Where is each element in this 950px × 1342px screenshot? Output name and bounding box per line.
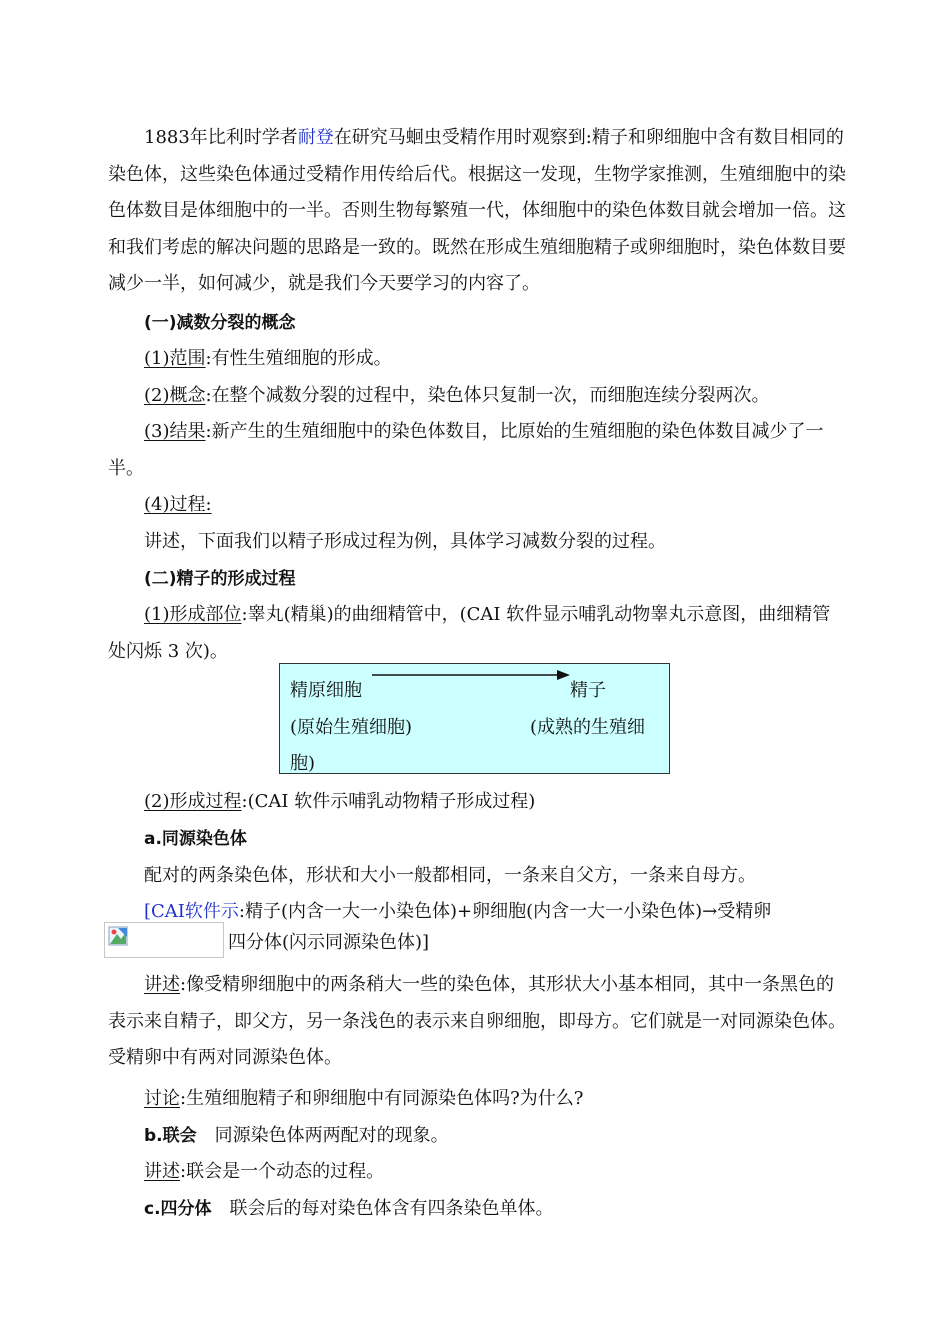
synapsis-text: 同源染色体两两配对的现象。 <box>196 1125 449 1146</box>
synapsis <box>108 1118 848 1155</box>
cai-demo-text: :精子(内含一大一小染色体)+卵细胞(内含一大一小染色体)→受精卵 <box>238 901 772 922</box>
item-concept-text: :在整个减数分裂的过程中，染色体只复制一次，而细胞连续分裂两次。 <box>205 385 770 406</box>
item-range-text: :有性生殖细胞的形成。 <box>205 348 392 369</box>
cai-software-link[interactable]: [CAI软件示 <box>144 901 239 922</box>
homologous-definition: 配对的两条染色体，形状和大小一般都相同，一条来自父方，一条来自母方。 <box>144 865 756 886</box>
item-range-label: (1)范围 <box>144 348 206 369</box>
item-formation-process <box>108 784 848 821</box>
item-concept <box>108 378 848 415</box>
narration-homologous <box>108 967 848 1077</box>
broken-image-icon <box>108 926 130 948</box>
item-process-label: (4)过程: <box>144 494 212 515</box>
item-result <box>108 414 848 487</box>
box-sperm: 精子 <box>570 680 606 701</box>
item-formation-label: (2)形成过程 <box>144 791 242 812</box>
box-spermatogonium: 精原细胞 <box>290 680 362 701</box>
section-2-heading: (二)精子的形成过程 <box>144 569 296 589</box>
homologous-heading: a.同源染色体 <box>144 829 247 849</box>
box-mature-cell: (成熟的生殖细 <box>530 717 646 738</box>
tetrad-heading: c.四分体 <box>144 1199 212 1219</box>
box-original-cell: (原始生殖细胞) <box>290 717 413 738</box>
discussion-label: 讨论 <box>144 1088 180 1109</box>
section-1-heading: (一)减数分裂的概念 <box>144 313 296 333</box>
item-process <box>108 487 848 524</box>
narration-2-label: 讲述 <box>144 1161 180 1182</box>
cai-demo-line-2: 四分体(闪示同源染色体)] <box>228 932 430 953</box>
spermatogenesis-diagram-box <box>279 663 670 774</box>
item-result-text: :新产生的生殖细胞中的染色体数目，比原始的生殖细胞的染色体数目减少了一半。 <box>108 421 824 479</box>
intro-text-start: 1883年比利时学者 <box>144 127 298 148</box>
intro-text-rest: 在研究马蛔虫受精作用时观察到:精子和卵细胞中含有数目相同的染色体，这些染色体通过受精作用传给后代。根据这一发现，生物学家推测，生殖细胞中的染色体数目是体细胞中的一半。否则生物每繁殖一代，体细胞中的染色体数目就会增加一倍。这和我们考虑的解决问题的思路是一致的。既然在形成生殖细胞精子或卵细胞时，染色体数目要减少一半，如何减少，就是我们今天要学习的内容了。 <box>108 127 846 294</box>
box-wrap-text: 胞) <box>290 753 316 774</box>
scientist-link[interactable]: 耐登 <box>297 127 334 148</box>
tetrad-text: 联会后的每对染色体含有四条染色单体。 <box>211 1198 554 1219</box>
tetrad <box>108 1191 848 1228</box>
item-location <box>108 597 848 670</box>
arrow-head-icon <box>557 670 570 680</box>
item-location-text: :睾丸(精巢)的曲细精管中，(CAI 软件显示哺乳动物睾丸示意图，曲细精管处闪烁 3 次)。 <box>108 604 831 662</box>
item-formation-text: :(CAI 软件示哺乳动物精子形成过程) <box>241 791 536 812</box>
discussion <box>108 1081 848 1118</box>
narration-2-text: :联会是一个动态的过程。 <box>180 1161 385 1182</box>
intro-paragraph <box>108 120 848 303</box>
image-placeholder <box>104 922 224 958</box>
item-location-label: (1)形成部位 <box>144 604 242 625</box>
narration-text: :像受精卵细胞中的两条稍大一些的染色体，其形状大小基本相同，其中一条黑色的表示来自精子，即父方，另一条浅色的表示来自卵细胞，即母方。它们就是一对同源染色体。受精卵中有两对同源染色体。 <box>108 974 846 1068</box>
item-range <box>108 341 848 378</box>
discussion-text: :生殖细胞精子和卵细胞中有同源染色体吗?为什么? <box>180 1088 584 1109</box>
narration-1: 讲述，下面我们以精子形成过程为例，具体学习减数分裂的过程。 <box>144 531 666 552</box>
narration-label: 讲述 <box>144 974 180 995</box>
synapsis-heading: b.联会 <box>144 1126 197 1146</box>
narration-synapsis <box>108 1154 848 1191</box>
item-concept-label: (2)概念 <box>144 385 206 406</box>
item-result-label: (3)结果 <box>144 421 206 442</box>
